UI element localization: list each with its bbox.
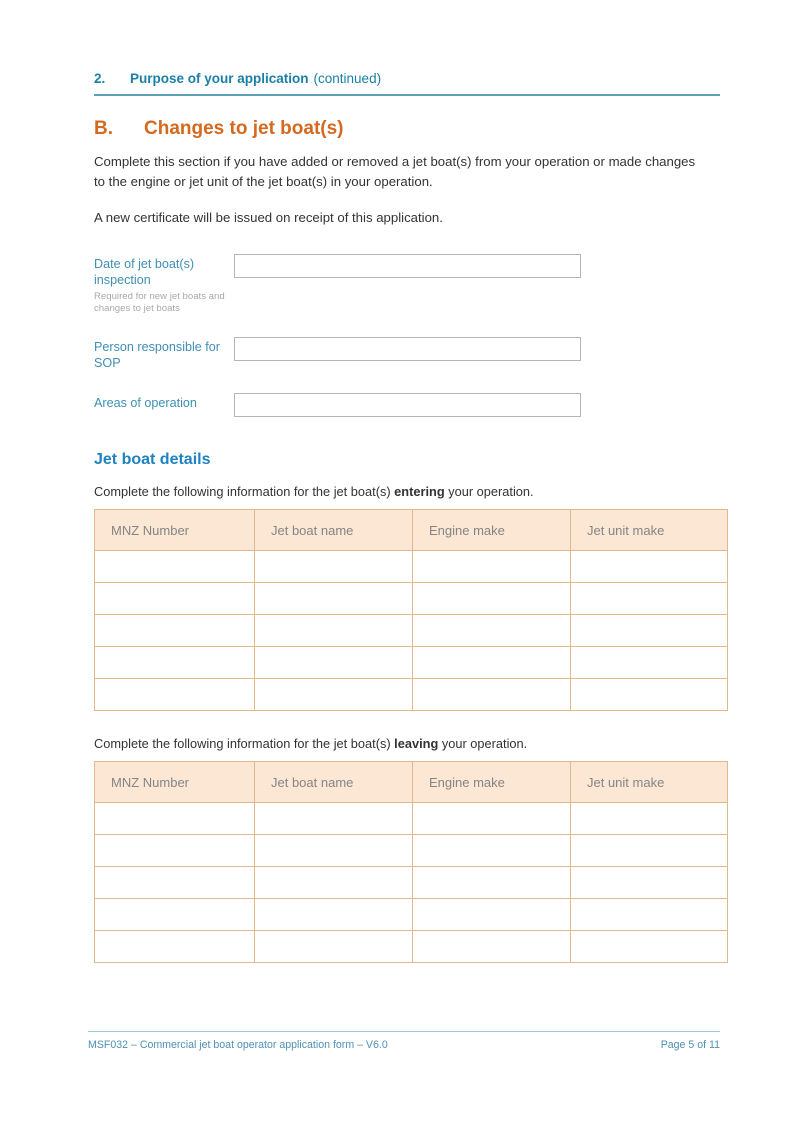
footer-content [88, 1039, 720, 1051]
input-jet-unit-make[interactable] [571, 552, 727, 581]
jet-boats-entering-table [94, 509, 728, 711]
input-jet-unit-make[interactable] [571, 584, 727, 613]
input-mnz-number[interactable] [95, 900, 254, 929]
cell-mnz-number[interactable] [95, 679, 255, 711]
input-mnz-number[interactable] [95, 648, 254, 677]
input-jet-boat-name[interactable] [255, 552, 412, 581]
table-row [95, 835, 728, 867]
cell-jet-unit-make[interactable] [571, 931, 728, 963]
cell-jet-boat-name[interactable] [255, 583, 413, 615]
input-jet-boat-name[interactable] [255, 616, 412, 645]
input-mnz-number[interactable] [95, 552, 254, 581]
cell-mnz-number[interactable] [95, 931, 255, 963]
table-intro-entering-before: Complete the following information for the jet boat(s) [94, 484, 395, 499]
table-intro-entering-after: your operation. [444, 484, 534, 499]
cell-engine-make[interactable] [413, 803, 571, 835]
cell-jet-unit-make[interactable] [571, 867, 728, 899]
col-header-mnz-number: MNZ Number [95, 762, 255, 803]
cell-engine-make[interactable] [413, 835, 571, 867]
cell-engine-make[interactable] [413, 583, 571, 615]
input-mnz-number[interactable] [95, 932, 254, 961]
input-jet-boat-name[interactable] [255, 900, 412, 929]
section-title-group [130, 70, 381, 88]
cell-engine-make[interactable] [413, 615, 571, 647]
input-engine-make[interactable] [413, 900, 570, 929]
col-header-jet-boat-name: Jet boat name [255, 510, 413, 551]
form-field-group [94, 254, 720, 417]
cell-jet-unit-make[interactable] [571, 899, 728, 931]
table-intro-leaving [94, 735, 720, 753]
col-header-jet-boat-name: Jet boat name [255, 762, 413, 803]
input-mnz-number[interactable] [95, 836, 254, 865]
input-engine-make[interactable] [413, 680, 570, 709]
input-jet-unit-make[interactable] [571, 616, 727, 645]
cell-jet-unit-make[interactable] [571, 615, 728, 647]
input-jet-unit-make[interactable] [571, 804, 727, 833]
table-row [95, 647, 728, 679]
table-body-entering [95, 551, 728, 711]
cell-jet-unit-make[interactable] [571, 803, 728, 835]
section-divider [94, 94, 720, 96]
label-person-responsible-text: Person responsible for SOP [94, 340, 221, 370]
cell-jet-unit-make[interactable] [571, 583, 728, 615]
page-footer [88, 1031, 720, 1051]
cell-jet-boat-name[interactable] [255, 647, 413, 679]
input-jet-unit-make[interactable] [571, 680, 727, 709]
input-inspection-date[interactable] [234, 254, 581, 278]
footer-page-number: Page 5 of 11 [660, 1039, 720, 1051]
input-jet-boat-name[interactable] [255, 836, 412, 865]
cell-mnz-number[interactable] [95, 551, 255, 583]
section-continued-label: (continued) [313, 71, 382, 86]
input-jet-unit-make[interactable] [571, 868, 727, 897]
part-note-paragraph: A new certificate will be issued on receipt of this application. [94, 210, 443, 225]
cell-jet-boat-name[interactable] [255, 551, 413, 583]
cell-engine-make[interactable] [413, 931, 571, 963]
section-title: Purpose of your application [130, 71, 309, 86]
cell-jet-boat-name[interactable] [255, 679, 413, 711]
cell-jet-unit-make[interactable] [571, 551, 728, 583]
cell-jet-boat-name[interactable] [255, 803, 413, 835]
input-engine-make[interactable] [413, 616, 570, 645]
form-row-areas-of-operation [94, 393, 720, 417]
cell-jet-unit-make[interactable] [571, 835, 728, 867]
input-areas-of-operation[interactable] [234, 393, 581, 417]
section-header [94, 70, 720, 94]
input-jet-boat-name[interactable] [255, 868, 412, 897]
cell-jet-boat-name[interactable] [255, 899, 413, 931]
input-engine-make[interactable] [413, 584, 570, 613]
page-content [94, 70, 720, 987]
cell-jet-unit-make[interactable] [571, 647, 728, 679]
input-jet-boat-name[interactable] [255, 804, 412, 833]
cell-engine-make[interactable] [413, 867, 571, 899]
form-row-person-responsible [94, 337, 720, 371]
section-number: 2. [94, 71, 106, 86]
col-header-engine-make: Engine make [413, 510, 571, 551]
cell-mnz-number[interactable] [95, 647, 255, 679]
input-mnz-number[interactable] [95, 868, 254, 897]
table-row [95, 931, 728, 963]
cell-jet-boat-name[interactable] [255, 931, 413, 963]
cell-mnz-number[interactable] [95, 867, 255, 899]
cell-mnz-number[interactable] [95, 583, 255, 615]
cell-engine-make[interactable] [413, 899, 571, 931]
cell-jet-unit-make[interactable] [571, 679, 728, 711]
input-jet-boat-name[interactable] [255, 584, 412, 613]
table-header-row [95, 510, 728, 551]
input-jet-boat-name[interactable] [255, 648, 412, 677]
cell-engine-make[interactable] [413, 679, 571, 711]
table-intro-leaving-before: Complete the following information for the jet boat(s) [94, 736, 395, 751]
label-inspection-date [94, 254, 234, 315]
cell-mnz-number[interactable] [95, 803, 255, 835]
input-mnz-number[interactable] [95, 680, 254, 709]
label-person-responsible [94, 337, 234, 371]
part-title: Changes to jet boat(s) [144, 118, 344, 139]
input-mnz-number[interactable] [95, 616, 254, 645]
cell-jet-boat-name[interactable] [255, 835, 413, 867]
jet-boats-leaving-table [94, 761, 728, 963]
cell-engine-make[interactable] [413, 551, 571, 583]
input-engine-make[interactable] [413, 932, 570, 961]
table-row [95, 551, 728, 583]
part-b-heading [94, 118, 720, 140]
form-row-inspection-date [94, 254, 720, 315]
table-body-leaving [95, 803, 728, 963]
footer-document-reference: MSF032 – Commercial jet boat operator application form – V6.0 [88, 1039, 388, 1051]
col-header-engine-make: Engine make [413, 762, 571, 803]
col-header-mnz-number: MNZ Number [95, 510, 255, 551]
table-row [95, 583, 728, 615]
input-person-responsible[interactable] [234, 337, 581, 361]
table-row [95, 679, 728, 711]
part-intro-paragraph: Complete this section if you have added or removed a jet boat(s) from your operation or made changes to the engine or jet unit of the jet boat(s) in your operation. [94, 154, 696, 189]
cell-jet-boat-name[interactable] [255, 615, 413, 647]
input-engine-make[interactable] [413, 648, 570, 677]
table-header-row [95, 762, 728, 803]
table-row [95, 803, 728, 835]
col-header-jet-unit-make: Jet unit make [571, 510, 728, 551]
table-intro-leaving-emphasis: leaving [394, 736, 439, 751]
input-jet-unit-make[interactable] [571, 900, 727, 929]
col-header-jet-unit-make: Jet unit make [571, 762, 728, 803]
table-intro-leaving-after: your operation. [438, 736, 528, 751]
input-jet-unit-make[interactable] [571, 648, 727, 677]
hint-inspection-date: Required for new jet boats and changes to jet boats [94, 291, 225, 314]
input-jet-boat-name[interactable] [255, 680, 412, 709]
table-intro-entering [94, 483, 720, 501]
table-intro-entering-emphasis: entering [394, 484, 445, 499]
cell-mnz-number[interactable] [95, 835, 255, 867]
jet-boat-details-heading: Jet boat details [94, 451, 211, 468]
input-jet-unit-make[interactable] [571, 932, 727, 961]
cell-mnz-number[interactable] [95, 899, 255, 931]
footer-divider [88, 1031, 720, 1032]
input-mnz-number[interactable] [95, 584, 254, 613]
input-jet-unit-make[interactable] [571, 836, 727, 865]
cell-jet-boat-name[interactable] [255, 867, 413, 899]
input-engine-make[interactable] [413, 552, 570, 581]
input-jet-boat-name[interactable] [255, 932, 412, 961]
input-engine-make[interactable] [413, 836, 570, 865]
cell-mnz-number[interactable] [95, 615, 255, 647]
table-row [95, 615, 728, 647]
label-areas-of-operation [94, 393, 234, 411]
input-engine-make[interactable] [413, 868, 570, 897]
table-row [95, 899, 728, 931]
input-engine-make[interactable] [413, 804, 570, 833]
table-row [95, 867, 728, 899]
input-mnz-number[interactable] [95, 804, 254, 833]
label-inspection-date-text: Date of jet boat(s) inspection [94, 257, 195, 287]
part-letter: B. [94, 118, 113, 139]
label-areas-of-operation-text: Areas of operation [94, 396, 197, 410]
cell-engine-make[interactable] [413, 647, 571, 679]
